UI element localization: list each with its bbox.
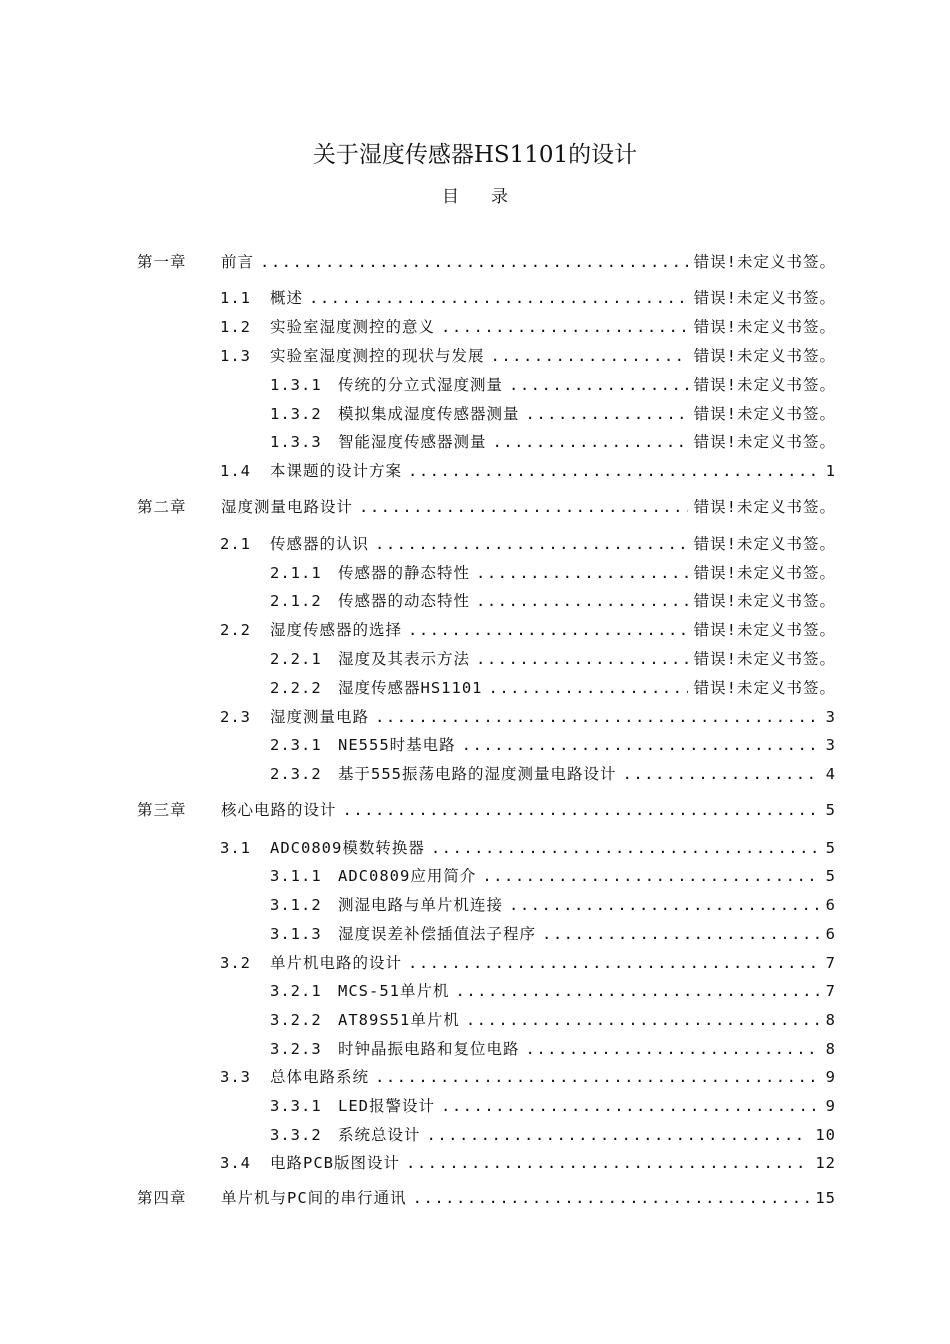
toc-dot-leader [309, 289, 688, 307]
toc-entry-number: 2.2 [220, 621, 251, 639]
toc-entry-page: 6 [825, 896, 836, 914]
toc-entry-title: 传感器的认识 [270, 535, 370, 553]
toc-entry-number: 1.3 [220, 347, 251, 365]
toc-entry-page: 6 [825, 925, 836, 943]
toc-entry-page: 4 [825, 765, 836, 783]
toc-entry-title: 测湿电路与单片机连接 [338, 896, 504, 914]
toc-entry-title: 湿度传感器的选择 [270, 621, 403, 639]
toc-entry-number: 3.2 [220, 954, 251, 972]
toc-entry-number: 1.1 [220, 289, 251, 307]
toc-chapter-entry[interactable] [137, 250, 836, 274]
toc-entry-title: 模拟集成湿度传感器测量 [338, 405, 520, 423]
toc-entry-number: 3.1.1 [270, 867, 322, 885]
toc-entry[interactable] [220, 1065, 836, 1089]
toc-entry[interactable] [220, 315, 836, 339]
toc-entry-title: ADC0809模数转换器 [270, 839, 425, 857]
toc-dot-leader [260, 253, 688, 271]
toc-entry[interactable] [220, 836, 836, 860]
toc-dot-leader [462, 736, 820, 754]
toc-entry-page: 错误!未定义书签。 [693, 433, 836, 451]
toc-entry-number: 第一章 [137, 253, 187, 271]
toc-entry-page: 错误!未定义书签。 [693, 289, 836, 307]
toc-entry-title: 系统总设计 [338, 1126, 421, 1144]
toc-entry[interactable] [270, 1008, 836, 1032]
toc-entry-page: 8 [825, 1011, 836, 1029]
toc-entry-page: 错误!未定义书签。 [693, 621, 836, 639]
toc-entry[interactable] [270, 733, 836, 757]
toc-entry-page: 错误!未定义书签。 [693, 679, 836, 697]
toc-entry-page: 错误!未定义书签。 [693, 564, 836, 582]
toc-dot-leader [476, 564, 688, 582]
toc-dot-leader [427, 1126, 810, 1144]
toc-chapter-entry[interactable] [137, 798, 836, 822]
toc-entry-page: 错误!未定义书签。 [693, 535, 836, 553]
toc-entry[interactable] [270, 647, 836, 671]
toc-dot-leader [509, 376, 688, 394]
toc-dot-leader [406, 1154, 809, 1172]
toc-dot-leader [526, 1040, 820, 1058]
toc-chapter-entry[interactable] [137, 1186, 836, 1210]
toc-entry[interactable] [270, 1123, 836, 1147]
toc-entry-number: 3.3.2 [270, 1126, 322, 1144]
toc-entry-number: 3.4 [220, 1154, 251, 1172]
toc-dot-leader [623, 765, 820, 783]
toc-entry-page: 错误!未定义书签。 [693, 376, 836, 394]
toc-entry-page: 3 [825, 708, 836, 726]
toc-entry[interactable] [270, 1037, 836, 1061]
toc-dot-leader [489, 679, 688, 697]
toc-dot-leader [408, 462, 820, 480]
toc-entry-title: 湿度传感器HS1101 [338, 679, 483, 697]
toc-entry-number: 第二章 [137, 498, 187, 516]
toc-entry-number: 3.2.3 [270, 1040, 322, 1058]
toc-entry-number: 2.1.2 [270, 592, 322, 610]
toc-entry-number: 3.1.2 [270, 896, 322, 914]
toc-entry-title: 总体电路系统 [270, 1068, 370, 1086]
toc-dot-leader [482, 867, 819, 885]
toc-entry-title: 概述 [270, 289, 304, 307]
toc-entry-number: 3.2.1 [270, 982, 322, 1000]
toc-entry-number: 2.3 [220, 708, 251, 726]
toc-entry-page: 9 [825, 1097, 836, 1115]
toc-heading: 目录 [442, 187, 540, 207]
toc-entry[interactable] [220, 1151, 836, 1175]
toc-entry-title: 本课题的设计方案 [270, 462, 403, 480]
toc-entry[interactable] [270, 979, 836, 1003]
toc-dot-leader [413, 1189, 810, 1207]
toc-entry-title: 传感器的动态特性 [338, 592, 471, 610]
toc-entry-number: 1.3.3 [270, 433, 322, 451]
toc-entry[interactable] [220, 286, 836, 310]
toc-entry-page: 12 [815, 1154, 836, 1172]
toc-entry[interactable] [220, 951, 836, 975]
toc-entry-page: 错误!未定义书签。 [693, 318, 836, 336]
toc-entry[interactable] [270, 373, 836, 397]
toc-entry-title: 实验室湿度测控的现状与发展 [270, 347, 485, 365]
toc-entry-page: 7 [825, 954, 836, 972]
toc-entry-number: 3.1 [220, 839, 251, 857]
toc-dot-leader [343, 801, 820, 819]
toc-entry-number: 2.2.1 [270, 650, 322, 668]
toc-dot-leader [375, 1068, 820, 1086]
toc-entry-number: 3.1.3 [270, 925, 322, 943]
toc-entry-page: 10 [815, 1126, 836, 1144]
toc-entry[interactable] [270, 893, 836, 917]
toc-entry-page: 错误!未定义书签。 [693, 347, 836, 365]
toc-entry[interactable] [220, 532, 836, 556]
toc-entry-number: 2.2.2 [270, 679, 322, 697]
toc-dot-leader [441, 318, 688, 336]
toc-entry-number: 1.3.1 [270, 376, 322, 394]
toc-dot-leader [359, 498, 688, 516]
toc-entry-title: 传感器的静态特性 [338, 564, 471, 582]
toc-entry-title: 湿度及其表示方法 [338, 650, 471, 668]
toc-entry-number: 3.2.2 [270, 1011, 322, 1029]
toc-dot-leader [375, 535, 688, 553]
toc-entry-title: ADC0809应用简介 [338, 867, 477, 885]
toc-entry[interactable] [270, 1094, 836, 1118]
toc-entry-number: 2.1.1 [270, 564, 322, 582]
toc-entry-title: 智能湿度传感器测量 [338, 433, 487, 451]
toc-dot-leader [476, 650, 688, 668]
toc-entry-page: 错误!未定义书签。 [693, 498, 836, 516]
toc-entry-title: LED报警设计 [338, 1097, 435, 1115]
toc-entry-title: 时钟晶振电路和复位电路 [338, 1040, 520, 1058]
toc-entry[interactable] [220, 344, 836, 368]
toc-entry-number: 2.1 [220, 535, 251, 553]
toc-dot-leader [431, 839, 820, 857]
toc-entry-number: 第三章 [137, 801, 187, 819]
toc-entry[interactable] [270, 864, 836, 888]
toc-entry-title: 前言 [221, 253, 255, 271]
toc-entry-title: 实验室湿度测控的意义 [270, 318, 436, 336]
toc-entry-title: NE555时基电路 [338, 736, 456, 754]
toc-dot-leader [375, 708, 820, 726]
toc-dot-leader [509, 896, 820, 914]
toc-entry[interactable] [270, 561, 836, 585]
toc-dot-leader [476, 592, 688, 610]
toc-entry-title: 电路PCB版图设计 [270, 1154, 400, 1172]
toc-dot-leader [491, 347, 688, 365]
toc-entry-title: MCS-51单片机 [338, 982, 450, 1000]
toc-entry-page: 错误!未定义书签。 [693, 650, 836, 668]
toc-entry-number: 3.3.1 [270, 1097, 322, 1115]
toc-dot-leader [456, 982, 820, 1000]
toc-entry-title: 湿度测量电路 [270, 708, 370, 726]
toc-entry[interactable] [270, 922, 836, 946]
toc-entry-page: 15 [815, 1189, 836, 1207]
toc-dot-leader [493, 433, 688, 451]
toc-entry-page: 3 [825, 736, 836, 754]
toc-entry[interactable] [270, 676, 836, 700]
toc-entry-page: 9 [825, 1068, 836, 1086]
toc-entry[interactable] [270, 402, 836, 426]
toc-entry-title: 湿度误差补偿插值法子程序 [338, 925, 537, 943]
toc-entry-title: 单片机与PC间的串行通讯 [221, 1189, 407, 1207]
toc-entry-page: 错误!未定义书签。 [693, 253, 836, 271]
toc-entry-page: 错误!未定义书签。 [693, 592, 836, 610]
toc-dot-leader [526, 405, 688, 423]
toc-entry-number: 3.3 [220, 1068, 251, 1086]
toc-entry-page: 7 [825, 982, 836, 1000]
document-title: 关于湿度传感器HS1101的设计 [312, 142, 638, 168]
toc-entry-number: 2.3.2 [270, 765, 322, 783]
toc-entry-page: 5 [825, 867, 836, 885]
toc-entry[interactable] [270, 589, 836, 613]
toc-dot-leader [408, 621, 688, 639]
toc-entry-page: 错误!未定义书签。 [693, 405, 836, 423]
toc-entry-title: 单片机电路的设计 [270, 954, 403, 972]
toc-entry[interactable] [220, 705, 836, 729]
toc-entry[interactable] [220, 459, 836, 483]
toc-entry-number: 第四章 [137, 1189, 187, 1207]
toc-entry-title: 湿度测量电路设计 [221, 498, 354, 516]
toc-dot-leader [466, 1011, 820, 1029]
toc-dot-leader [441, 1097, 820, 1115]
toc-entry-page: 5 [825, 839, 836, 857]
toc-entry[interactable] [270, 762, 836, 786]
toc-entry-number: 1.4 [220, 462, 251, 480]
toc-entry[interactable] [220, 618, 836, 642]
toc-dot-leader [542, 925, 820, 943]
toc-entry-number: 1.2 [220, 318, 251, 336]
toc-entry-title: 基于555振荡电路的湿度测量电路设计 [338, 765, 617, 783]
toc-entry-number: 1.3.2 [270, 405, 322, 423]
toc-dot-leader [408, 954, 820, 972]
toc-entry-number: 2.3.1 [270, 736, 322, 754]
toc-entry-page: 5 [825, 801, 836, 819]
toc-chapter-entry[interactable] [137, 495, 836, 519]
toc-entry-page: 8 [825, 1040, 836, 1058]
toc-entry-page: 1 [825, 462, 836, 480]
toc-entry[interactable] [270, 430, 836, 454]
toc-entry-title: 传统的分立式湿度测量 [338, 376, 504, 394]
toc-entry-title: AT89S51单片机 [338, 1011, 460, 1029]
toc-entry-title: 核心电路的设计 [221, 801, 337, 819]
